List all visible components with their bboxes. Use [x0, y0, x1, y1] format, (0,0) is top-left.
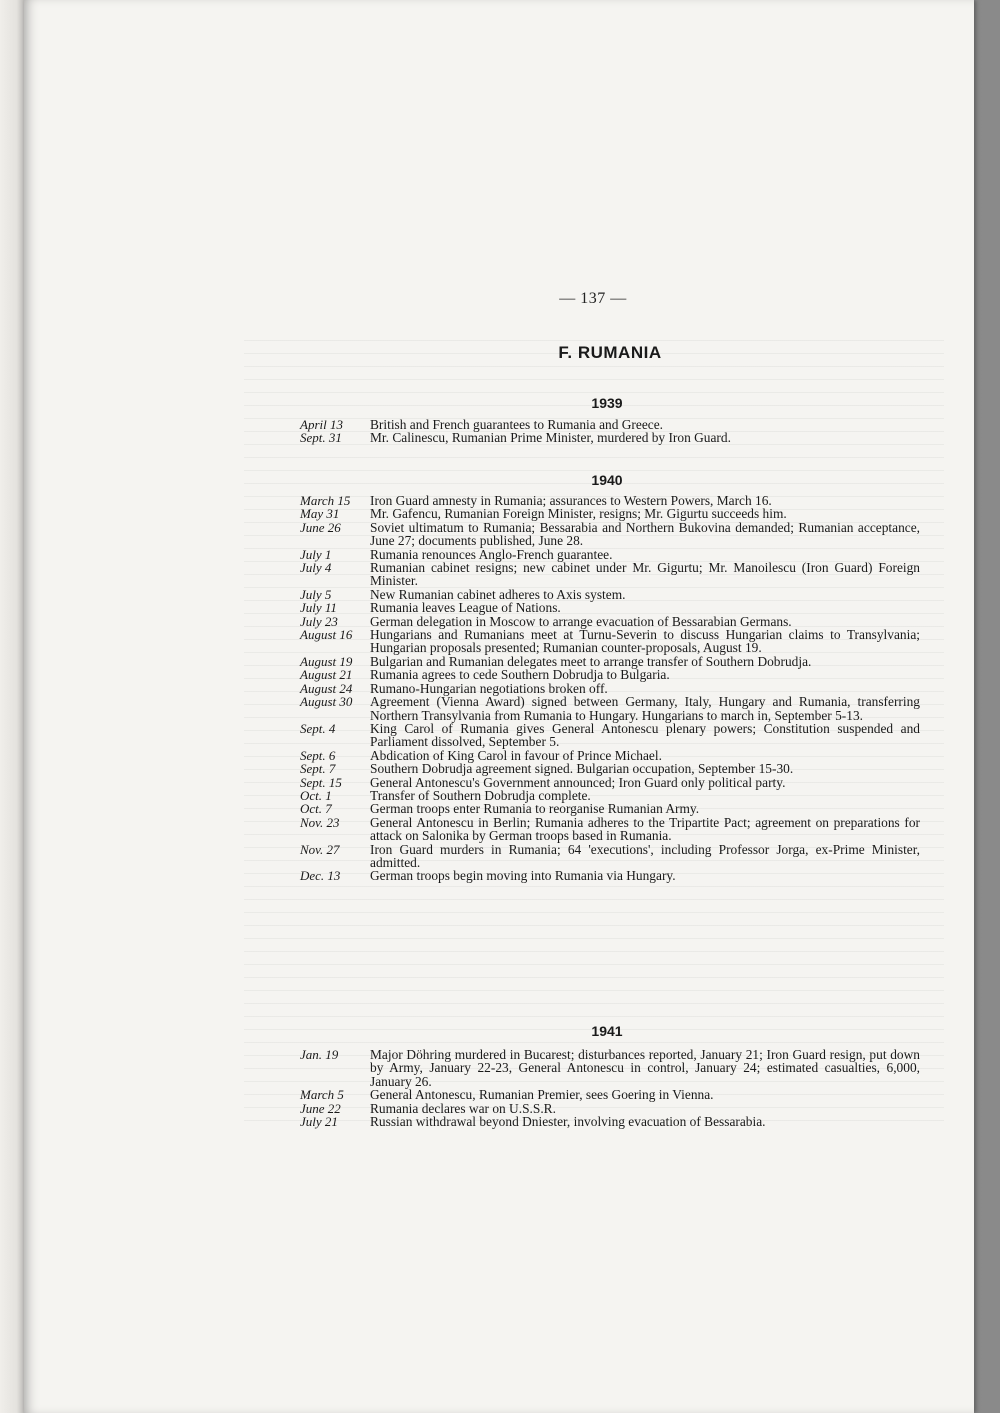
- entry-date: Dec. 13: [300, 868, 341, 884]
- entry-date: Sept. 7: [300, 761, 336, 777]
- list-item: [300, 1048, 920, 1088]
- entry-date: March 15: [300, 493, 351, 508]
- entry-text: King Carol of Rumania gives General Antonescu plenary powers; Constitution suspended and Parliament dissolved, September 5.: [370, 720, 920, 750]
- entry-text: Rumanian cabinet resigns; new cabinet under Mr. Gigurtu; Mr. Manoilescu (Iron Guard) Foreign Minister.: [370, 560, 920, 589]
- entry-text: German delegation in Moscow to arrange evacuation of Bessarabian Germans.: [370, 613, 792, 629]
- section-title: F. RUMANIA: [558, 343, 662, 362]
- list-item: [300, 789, 920, 802]
- entry-text: Southern Dobrudja agreement signed. Bulgarian occupation, September 15-30.: [370, 761, 794, 777]
- entry-date: May 31: [300, 506, 340, 522]
- list-item: [300, 548, 920, 561]
- entry-text: Rumania renounces Anglo-French guarantee.: [370, 546, 613, 562]
- entry-date: July 21: [300, 1114, 338, 1130]
- entry-date: Nov. 23: [300, 814, 340, 830]
- list-item: [300, 1115, 920, 1128]
- entry-text: Mr. Calinescu, Rumanian Prime Minister, murdered by Iron Guard.: [370, 430, 731, 446]
- list-item: [300, 668, 920, 681]
- page-number: — 137 —: [559, 290, 627, 307]
- entry-date: August 30: [300, 694, 353, 710]
- list-item: [300, 628, 920, 655]
- entry-text: Soviet ultimatum to Rumania; Bessarabia and Northern Bukovina demanded; Rumanian acceptance, June 27; documents published, June 28.: [370, 519, 920, 549]
- entry-text: New Rumanian cabinet adheres to Axis system.: [370, 586, 626, 602]
- list-item: [300, 655, 920, 668]
- entry-text: Iron Guard amnesty in Rumania; assurances to Western Powers, March 16.: [370, 493, 772, 508]
- entry-date: July 4: [300, 560, 332, 576]
- entry-text: Agreement (Vienna Award) signed between Germany, Italy, Hungary and Rumania, transferring Northern Transylvania from Rumania to Hungary. Hungarians to march in, September 5-13.: [370, 694, 920, 723]
- list-item: [300, 418, 920, 431]
- list-item: [300, 869, 920, 882]
- entry-text: Rumania declares war on U.S.S.R.: [370, 1100, 556, 1116]
- entry-text: Mr. Gafencu, Rumanian Foreign Minister, resigns; Mr. Gigurtu succeeds him.: [370, 506, 787, 522]
- list-item: [300, 749, 920, 762]
- list-item: [300, 601, 920, 614]
- year-heading-1940: 1940: [591, 472, 623, 488]
- entry-date: July 5: [300, 586, 332, 602]
- entry-date: August 21: [300, 667, 353, 683]
- entries-1941: [300, 1048, 920, 1128]
- entry-text: Hungarians and Rumanians meet at Turnu-Severin to discuss Hungarian claims to Transylvania; Hungarian proposals presented; Rumanian counter-proposals, August 19.: [370, 627, 920, 656]
- list-item: [300, 561, 920, 588]
- entry-text: British and French guarantees to Rumania and Greece.: [370, 417, 664, 432]
- entry-text: German troops enter Rumania to reorganise Rumanian Army.: [370, 801, 700, 817]
- list-item: [300, 494, 920, 507]
- list-item: [300, 816, 920, 843]
- entries-1940: [300, 494, 920, 883]
- entries-1939: [300, 418, 920, 445]
- entry-text: Bulgarian and Rumanian delegates meet to arrange transfer of Southern Dobrudja.: [370, 653, 812, 669]
- year-heading-1939: 1939: [591, 395, 623, 411]
- entry-date: Jan. 19: [300, 1047, 339, 1062]
- entry-date: June 26: [300, 519, 341, 535]
- entry-date: July 23: [300, 613, 338, 629]
- entry-date: April 13: [300, 417, 343, 432]
- entry-text: Abdication of King Carol in favour of Prince Michael.: [370, 747, 662, 763]
- list-item: [300, 722, 920, 749]
- entry-date: Sept. 4: [300, 720, 336, 736]
- entry-date: August 24: [300, 680, 353, 696]
- list-item: [300, 1102, 920, 1115]
- entry-date: Sept. 6: [300, 747, 336, 763]
- entry-date: Sept. 15: [300, 774, 342, 790]
- list-item: [300, 843, 920, 870]
- entry-date: July 11: [300, 600, 337, 616]
- entry-text: Rumano-Hungarian negotiations broken off.: [370, 680, 608, 696]
- entry-date: August 16: [300, 627, 353, 643]
- entry-date: March 5: [300, 1087, 344, 1103]
- entry-date: June 22: [300, 1100, 341, 1116]
- entry-date: Oct. 1: [300, 787, 332, 803]
- entry-text: General Antonescu, Rumanian Premier, sees Goering in Vienna.: [370, 1087, 714, 1103]
- entry-date: Oct. 7: [300, 801, 332, 817]
- previous-page-edge: [0, 0, 24, 1413]
- entry-text: German troops begin moving into Rumania via Hungary.: [370, 868, 676, 884]
- entry-text: Iron Guard murders in Rumania; 64 'executions', including Professor Jorga, ex-Prime Minister, admitted.: [370, 841, 920, 870]
- list-item: [300, 521, 920, 548]
- entry-text: Transfer of Southern Dobrudja complete.: [370, 787, 591, 803]
- list-item: [300, 507, 920, 520]
- entry-text: General Antonescu's Government announced; Iron Guard only political party.: [370, 774, 786, 790]
- entry-date: Nov. 27: [300, 841, 340, 857]
- entry-text: Major Döhring murdered in Bucarest; disturbances reported, January 21; Iron Guard resign, put down by Army, January 22-23, General Antonescu in control, January 24; estimated casualties, 6,000, January 26.: [370, 1047, 920, 1089]
- entry-date: July 1: [300, 546, 332, 562]
- entry-text: Russian withdrawal beyond Dniester, involving evacuation of Bessarabia.: [370, 1114, 766, 1130]
- entry-date: Sept. 31: [300, 430, 342, 446]
- year-heading-1941: 1941: [591, 1023, 623, 1039]
- list-item: [300, 802, 920, 815]
- list-item: [300, 588, 920, 601]
- entry-text: General Antonescu in Berlin; Rumania adheres to the Tripartite Pact; agreement on preparations for attack on Salonika by German troops based in Rumania.: [370, 814, 920, 844]
- list-item: [300, 762, 920, 775]
- list-item: [300, 615, 920, 628]
- list-item: [300, 1088, 920, 1101]
- entry-date: August 19: [300, 653, 353, 669]
- entry-text: Rumania leaves League of Nations.: [370, 600, 561, 616]
- list-item: [300, 695, 920, 722]
- entry-text: Rumania agrees to cede Southern Dobrudja to Bulgaria.: [370, 667, 670, 683]
- list-item: [300, 431, 920, 444]
- list-item: [300, 776, 920, 789]
- list-item: [300, 682, 920, 695]
